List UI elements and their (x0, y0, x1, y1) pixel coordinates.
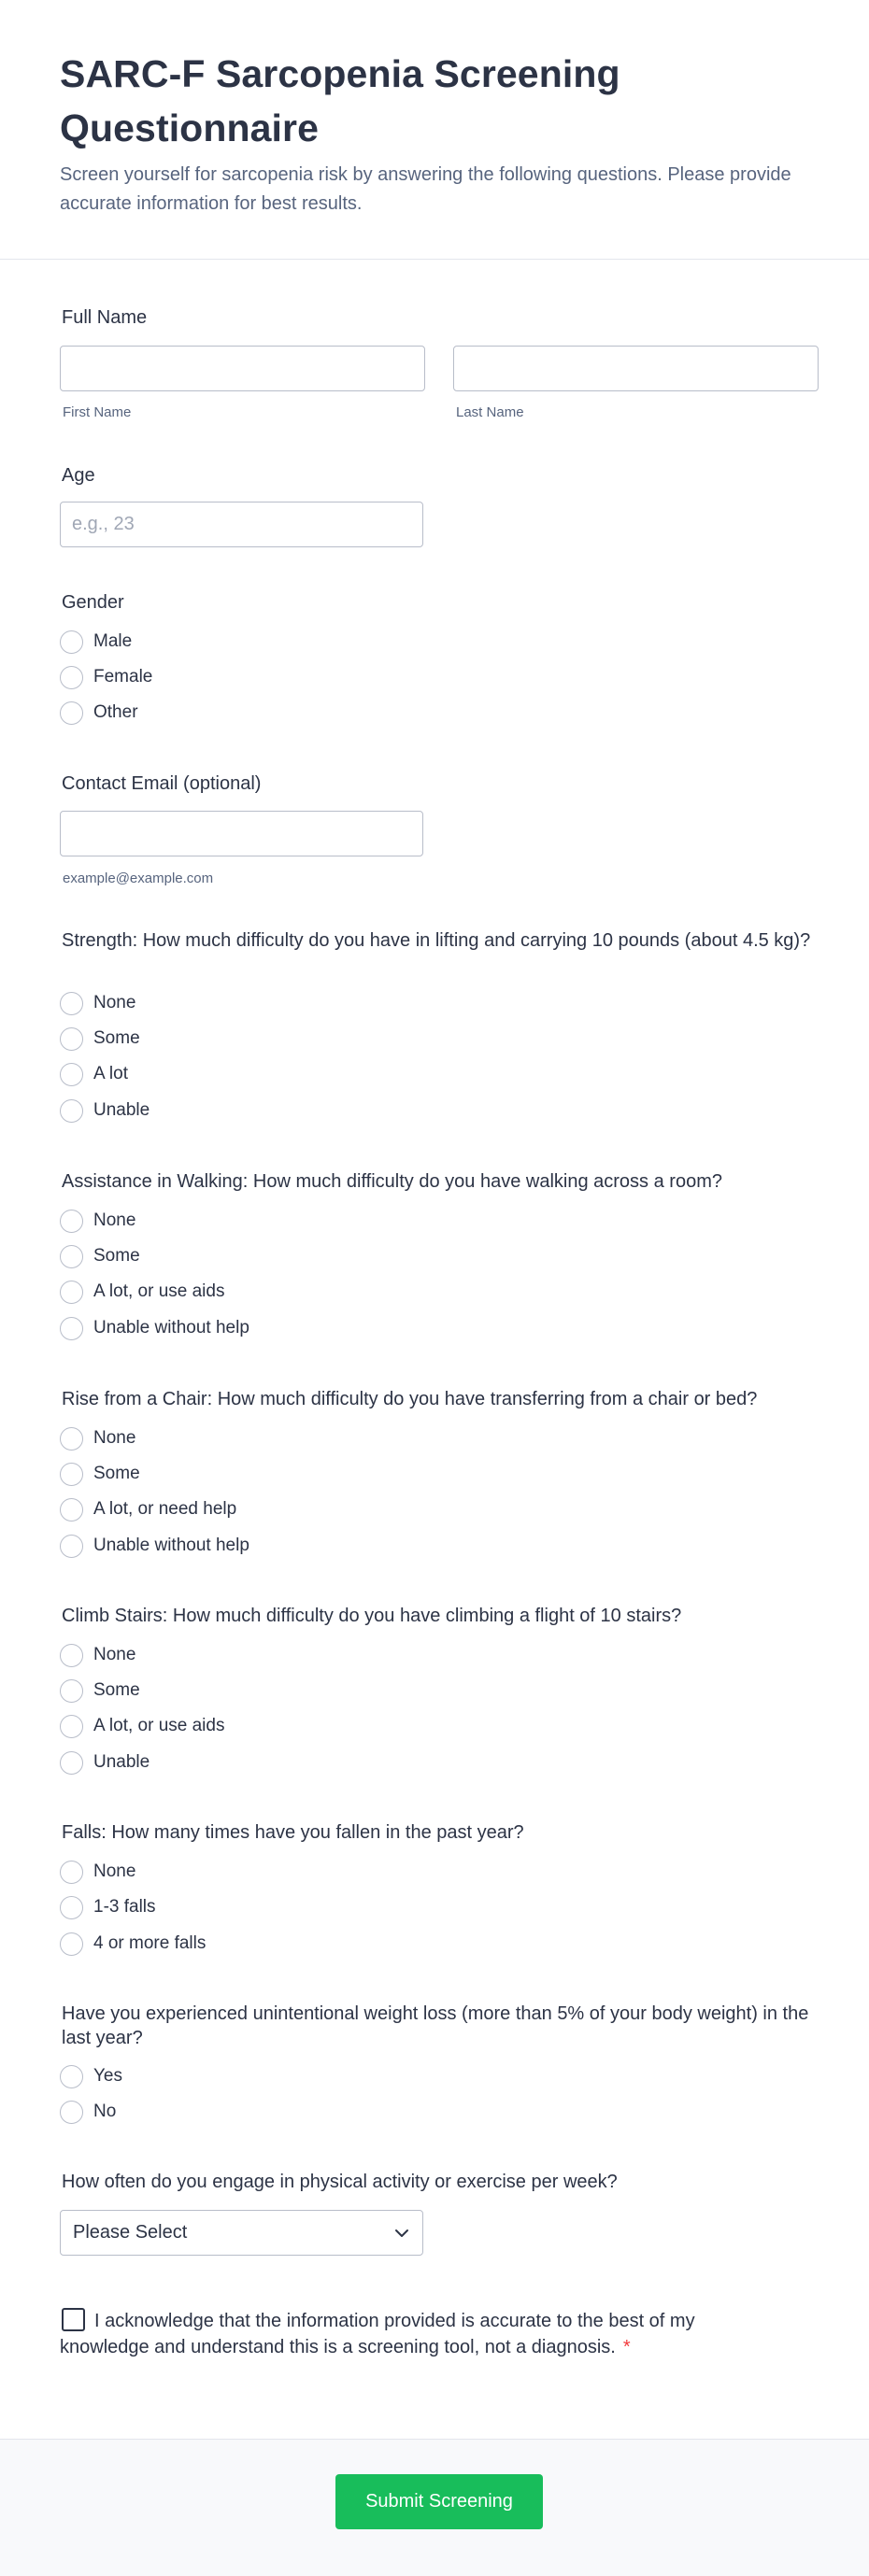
gender-label: Gender (62, 592, 124, 613)
chevron-down-icon (391, 2222, 413, 2244)
form-footer (0, 2439, 869, 2576)
radio-circle[interactable] (60, 1535, 83, 1558)
strength-option-none[interactable]: None (60, 991, 135, 1015)
walking-question: Assistance in Walking: How much difficulty do you have walking across a room? (62, 1171, 722, 1192)
chair-option-some[interactable]: Some (60, 1462, 140, 1486)
radio-circle[interactable] (60, 1715, 83, 1738)
radio-circle[interactable] (60, 630, 83, 654)
full-name-label: Full Name (62, 307, 148, 328)
consent-field (60, 2308, 733, 2360)
last-name-sublabel: Last Name (456, 404, 524, 420)
stairs-option-none[interactable]: None (60, 1643, 135, 1667)
age-placeholder: e.g., 23 (72, 514, 135, 534)
age-input[interactable] (60, 502, 423, 547)
consent-checkbox[interactable] (62, 2308, 85, 2331)
weight-loss-question: Have you experienced unintentional weight loss (more than 5% of your body weight) in the last year? (62, 2003, 809, 2048)
stairs-option-a-lot[interactable]: A lot, or use aids (60, 1714, 224, 1738)
activity-question: How often do you engage in physical activity or exercise per week? (62, 2172, 618, 2192)
activity-select-value: Please Select (73, 2222, 188, 2243)
strength-option-unable[interactable]: Unable (60, 1098, 150, 1123)
radio-circle[interactable] (60, 1281, 83, 1304)
strength-option-some[interactable]: Some (60, 1026, 140, 1051)
radio-circle[interactable] (60, 2065, 83, 2088)
strength-question: Strength: How much difficulty do you have in lifting and carrying 10 pounds (about 4.5 kg)? (62, 930, 811, 951)
radio-circle[interactable] (60, 1498, 83, 1522)
first-name-input[interactable] (60, 346, 425, 391)
radio-circle[interactable] (60, 1644, 83, 1667)
form-header (0, 0, 869, 260)
stairs-question: Climb Stairs: How much difficulty do you have climbing a flight of 10 stairs? (62, 1606, 682, 1626)
radio-circle[interactable] (60, 1932, 83, 1956)
walking-option-a-lot[interactable]: A lot, or use aids (60, 1280, 224, 1304)
walking-option-none[interactable]: None (60, 1209, 135, 1233)
last-name-input[interactable] (453, 346, 819, 391)
email-input[interactable] (60, 811, 423, 856)
radio-circle[interactable] (60, 1245, 83, 1268)
chair-option-a-lot[interactable]: A lot, or need help (60, 1497, 236, 1522)
page-title: SARC-F Sarcopenia Screening Questionnaire (60, 52, 620, 149)
falls-option-none[interactable]: None (60, 1860, 135, 1884)
chair-option-none[interactable]: None (60, 1426, 135, 1451)
walking-option-some[interactable]: Some (60, 1244, 140, 1268)
page-description: Screen yourself for sarcopenia risk by answering the following questions. Please provide accurate information for best results. (60, 164, 791, 214)
chair-question: Rise from a Chair: How much difficulty do you have transferring from a chair or bed? (62, 1389, 758, 1409)
radio-circle[interactable] (60, 1463, 83, 1486)
chair-option-unable[interactable]: Unable without help (60, 1534, 249, 1558)
radio-circle[interactable] (60, 2101, 83, 2124)
strength-option-a-lot[interactable]: A lot (60, 1062, 128, 1086)
email-label: Contact Email (optional) (62, 773, 262, 794)
radio-circle[interactable] (60, 1210, 83, 1233)
radio-circle[interactable] (60, 1751, 83, 1775)
required-mark: * (622, 2337, 631, 2357)
submit-button[interactable]: Submit Screening (335, 2474, 543, 2529)
gender-option-female[interactable]: Female (60, 665, 152, 689)
stairs-option-some[interactable]: Some (60, 1678, 140, 1703)
walking-option-unable[interactable]: Unable without help (60, 1316, 249, 1340)
radio-circle[interactable] (60, 1861, 83, 1884)
activity-select[interactable] (60, 2210, 423, 2256)
radio-circle[interactable] (60, 1063, 83, 1086)
email-sublabel: example@example.com (63, 870, 214, 886)
radio-circle[interactable] (60, 992, 83, 1015)
radio-circle[interactable] (60, 1679, 83, 1703)
first-name-sublabel: First Name (63, 404, 132, 420)
radio-circle[interactable] (60, 1027, 83, 1051)
radio-circle[interactable] (60, 701, 83, 725)
gender-option-other[interactable]: Other (60, 701, 138, 725)
radio-circle[interactable] (60, 1427, 83, 1451)
age-label: Age (62, 465, 95, 486)
falls-option-4-plus[interactable]: 4 or more falls (60, 1932, 206, 1956)
consent-text: I acknowledge that the information provided is accurate to the best of my knowledge and understand this is a screening tool, not a diagnosis. (60, 2311, 695, 2357)
weight-loss-option-no[interactable]: No (60, 2100, 116, 2124)
gender-option-male[interactable]: Male (60, 630, 132, 654)
falls-option-1-3[interactable]: 1-3 falls (60, 1895, 156, 1919)
radio-circle[interactable] (60, 1099, 83, 1123)
radio-circle[interactable] (60, 1317, 83, 1340)
radio-circle[interactable] (60, 666, 83, 689)
stairs-option-unable[interactable]: Unable (60, 1750, 150, 1775)
falls-question: Falls: How many times have you fallen in the past year? (62, 1822, 524, 1843)
radio-circle[interactable] (60, 1896, 83, 1919)
weight-loss-option-yes[interactable]: Yes (60, 2064, 122, 2088)
